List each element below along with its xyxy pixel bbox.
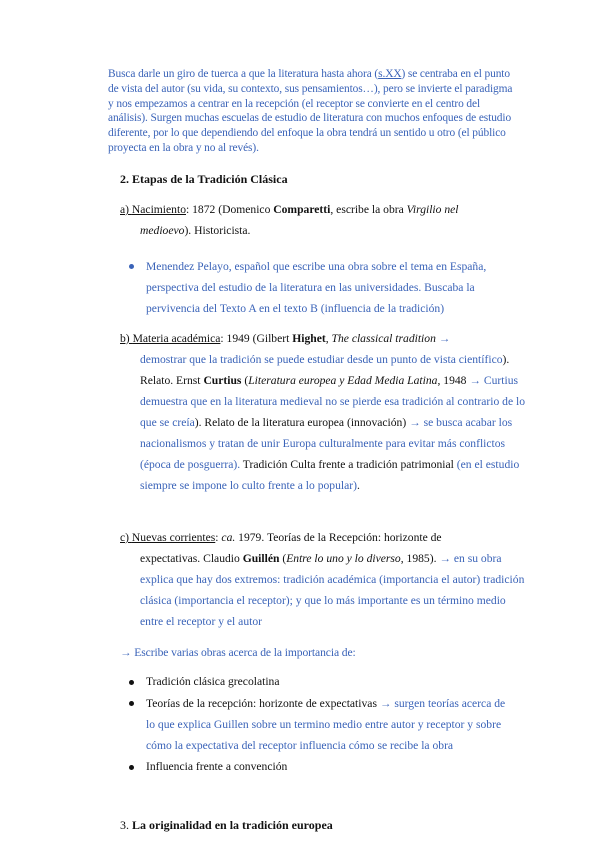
item-b-line1: b) Materia académica: 1949 (Gilbert Highet, The classical tradition → [120,332,451,345]
bullet-dot [129,680,134,685]
note-line: → Escribe varias obras acerca de la importancia de: [120,646,356,659]
century-link[interactable]: s.XX [378,68,402,80]
bullet-dot [129,701,134,706]
item-a-line1: a) Nacimiento: 1872 (Domenico Comparetti, escribe la obra Virgilio nel [120,203,459,216]
bullet-menendez-pelayo: Menendez Pelayo, español que escribe una obra sobre el tema en España, perspectiva del estudio de la literatura en las universidades. Buscaba la pervivencia del Texto A en el texto B (influencia de la tradición) [146,260,487,315]
section-2-heading: 2. Etapas de la Tradición Clásica [120,172,288,186]
bullet-dot [129,765,134,770]
term-nacimiento: Nacimiento [131,203,186,216]
section-3-heading: 3. La originalidad en la tradición europea [120,818,333,832]
item-a-line2: medioevo). Historicista. [140,224,251,237]
item-b-body: demostrar que la tradición se puede estudiar desde un punto de vista científico). Relato. Ernst Curtius (Literatura europea y Edad Media Latina, 1948 → Curtius demuestra que en la literatura medieval no se pierde esa tradición al contrario de lo que se creía). Relato de la literatura europea (innovación) → se busca acabar los nacionalismos y tratan de unir Europa culturalmente para evitar más conflictos (época de posguerra). Tradición Culta frente a tradición patrimonial (en el estudio siempre se impone lo culto frente a lo popular). [140,353,526,492]
term-materia-academica: Materia académica [132,332,221,345]
list-item-1: Tradición clásica grecolatina [146,675,280,688]
term-nuevas-corrientes: Nuevas corrientes [131,531,216,544]
item-c-body: expectativas. Claudio Guillén (Entre lo uno y lo diverso, 1985). → en su obra explica que hay dos extremos: tradición académica (importancia el autor) tradición clásica (importancia el receptor); y que lo más importante es un término medio entre el receptor y el autor [140,552,525,628]
intro-paragraph: Busca darle un giro de tuerca a que la literatura hasta ahora (s.XX) se centraba en el punto de vista del autor (su vida, su contexto, sus pensamientos…), pero se invierte el paradigma y nos empezamos a centrar en la recepción (el receptor se convierte en el centro del análisis). Surgen muchas escuelas de estudio de literatura con muchos enfoques de estudio diferente, por lo que dependiendo del enfoque la obra tendrá un sentido u otro (el público proyecta en la obra y no al revés). [108,68,513,154]
bullet-dot [129,264,134,269]
item-c-line1: c) Nuevas corrientes: ca. 1979. Teorías de la Recepción: horizonte de [120,531,442,544]
list-item-2: Teorías de la recepción: horizonte de expectativas → surgen teorías acerca de lo que explica Guillen sobre un termino medio entre autor y receptor y sobre cómo la expectativa del receptor influencia cómo se recibe la obra [146,697,506,752]
list-item-3: Influencia frente a convención [146,760,288,773]
